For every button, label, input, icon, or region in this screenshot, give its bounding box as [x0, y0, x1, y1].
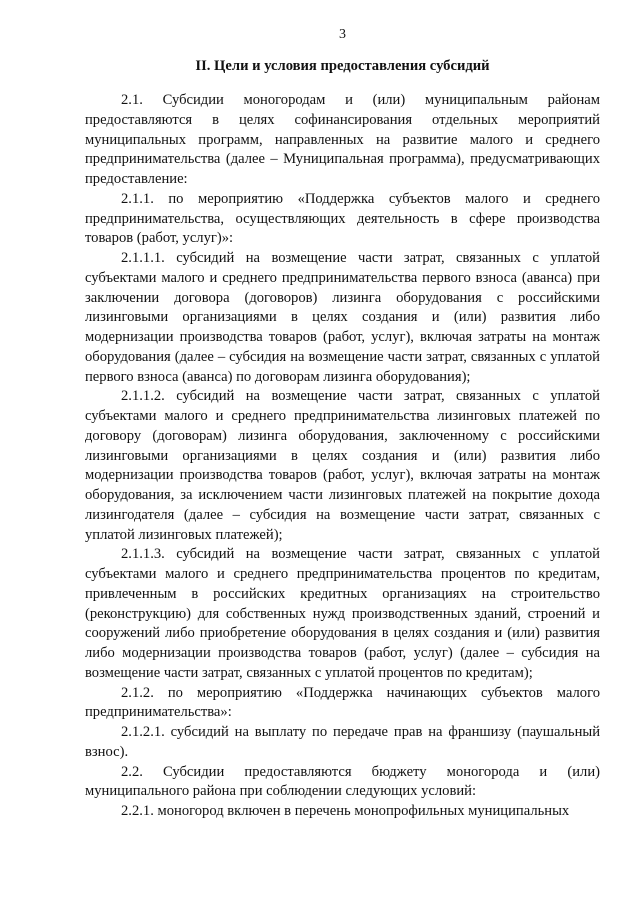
paragraph-2-1-1: 2.1.1. по мероприятию «Поддержка субъектов малого и среднего предпринимательства, осуществляющих деятельность в сфере производства товаров (работ, услуг)»:: [85, 190, 600, 247]
paragraph-2-1-2: 2.1.2. по мероприятию «Поддержка начинающих субъектов малого предпринимательства»:: [85, 684, 600, 721]
paragraph-2-1-1-1: 2.1.1.1. субсидий на возмещение части затрат, связанных с уплатой субъектами малого и среднего предпринимательства первого взноса (аванса) при заключении договора (договоров) лизинга оборудования с российскими лизинговыми организациями в целях создания и (или) развития либо модернизации производства товаров (работ, услуг), включая затраты на монтаж оборудования (далее – субсидия на возмещение части затрат, связанных с уплатой первого взноса (аванса) по договорам лизинга оборудования);: [85, 250, 600, 385]
paragraph-2-1: 2.1. Субсидии моногородам и (или) муниципальным районам предоставляются в целях софинансирования отдельных мероприятий муниципальных программ, направленных на развитие малого и среднего предпринимательства (далее – Муниципальная программа), предусматривающих предоставление:: [85, 92, 600, 187]
paragraph-2-1-1-2: 2.1.1.2. субсидий на возмещение части затрат, связанных с уплатой субъектами малого и среднего предпринимательства лизинговых платежей по договору (договорам) лизинга оборудования, заключенному с российскими лизинговыми организациями в целях создания и (или) развития либо модернизации производства товаров (работ, услуг), включая затраты на монтаж оборудования, за исключением части лизинговых платежей на покрытие дохода лизингодателя (далее – субсидия на возмещение части затрат, связанных с уплатой лизинговых платежей);: [85, 388, 600, 543]
paragraph-2-1-2-1: 2.1.2.1. субсидий на выплату по передаче прав на франшизу (паушальный взнос).: [85, 724, 600, 760]
paragraph-2-2-1: 2.2.1. моногород включен в перечень монопрофильных муниципальных: [121, 803, 570, 819]
paragraph-2-2: 2.2. Субсидии предоставляются бюджету моногорода и (или) муниципального района при соблюдении следующих условий:: [85, 763, 600, 800]
section-title: II. Цели и условия предоставления субсидий: [195, 58, 490, 74]
paragraph-2-1-1-3: 2.1.1.3. субсидий на возмещение части затрат, связанных с уплатой субъектами малого и среднего предпринимательства процентов по кредитам, привлеченным в российских кредитных организациях на строительство (реконструкцию) для собственных нужд производственных зданий, строений и сооружений либо приобретение оборудования в целях создания и (или) развития либо модернизации производства товаров (работ, услуг) (далее – субсидия на возмещение части затрат, связанных с уплатой процентов по кредитам);: [85, 546, 600, 681]
page-number: 3: [339, 27, 346, 42]
